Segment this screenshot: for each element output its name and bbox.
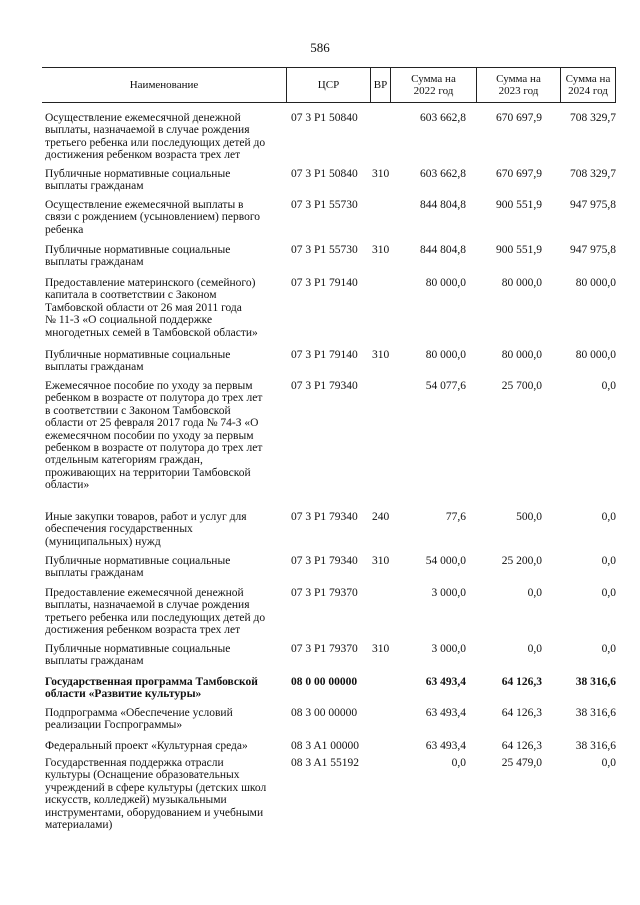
header-sum-2024: Сумма на 2024 год (560, 68, 616, 102)
cell-s24: 38 316,6 (575, 707, 616, 719)
cell-s24: 947 975,8 (570, 199, 616, 211)
cell-s24: 947 975,8 (570, 244, 616, 256)
cell-s24: 708 329,7 (570, 112, 616, 124)
cell-s23: 670 697,9 (496, 168, 542, 180)
cell-s22: 0,0 (451, 757, 466, 769)
cell-s23: 25 479,0 (501, 757, 542, 769)
cell-name: Подпрограмма «Обеспечение условий реализации Госпрограммы» (45, 707, 233, 732)
cell-vr: 310 (372, 643, 390, 655)
header-csr: ЦСР (286, 68, 370, 102)
cell-s22: 603 662,8 (420, 112, 466, 124)
cell-s22: 54 077,6 (425, 380, 466, 392)
cell-vr: 310 (372, 555, 390, 567)
cell-s22: 63 493,4 (425, 740, 466, 752)
cell-s22: 77,6 (445, 511, 466, 523)
cell-name: Осуществление ежемесячной выплаты в связи с рождением (усыновлением) первого ребенка (45, 199, 261, 236)
cell-vr: 240 (372, 511, 390, 523)
cell-s24: 0,0 (601, 757, 616, 769)
cell-s24: 0,0 (601, 555, 616, 567)
cell-s23: 25 200,0 (501, 555, 542, 567)
cell-s23: 900 551,9 (496, 199, 542, 211)
cell-s23: 25 700,0 (501, 380, 542, 392)
cell-s22: 3 000,0 (431, 587, 466, 599)
cell-csr: 08 3 00 00000 (291, 707, 358, 719)
cell-name: Федеральный проект «Культурная среда» (45, 740, 248, 752)
cell-s22: 54 000,0 (425, 555, 466, 567)
cell-s24: 80 000,0 (575, 349, 616, 361)
cell-vr: 310 (372, 168, 390, 180)
cell-csr: 08 3 A1 00000 (291, 740, 360, 752)
cell-s23: 64 126,3 (501, 707, 542, 719)
header-name: Наименование (129, 79, 199, 91)
table-header (42, 67, 616, 103)
cell-csr: 07 3 P1 79140 (291, 349, 358, 361)
cell-csr: 07 3 P1 79340 (291, 380, 358, 392)
cell-s24: 0,0 (601, 587, 616, 599)
cell-s22: 844 804,8 (420, 244, 466, 256)
cell-s22: 63 493,4 (425, 707, 466, 719)
cell-name: Осуществление ежемесячной денежной выплаты, назначаемой в случае рождения третьего ребенка или последующих детей до достижения ребенком возраста трех лет (45, 112, 266, 162)
cell-s22: 603 662,8 (420, 168, 466, 180)
cell-s23: 900 551,9 (496, 244, 542, 256)
cell-s24: 708 329,7 (570, 168, 616, 180)
cell-s23: 0,0 (527, 643, 542, 655)
cell-name: Публичные нормативные социальные выплаты гражданам (45, 643, 231, 668)
cell-s24: 0,0 (601, 380, 616, 392)
cell-csr: 07 3 P1 79370 (291, 587, 358, 599)
cell-name: Предоставление ежемесячной денежной выплаты, назначаемой в случае рождения третьего ребенка или последующих детей до достижения ребенком возраста трех лет (45, 587, 266, 637)
cell-csr: 07 3 P1 55730 (291, 199, 358, 211)
cell-name: Публичные нормативные социальные выплаты гражданам (45, 555, 231, 580)
cell-s22: 63 493,4 (425, 676, 466, 688)
cell-name: Публичные нормативные социальные выплаты гражданам (45, 244, 231, 269)
page-number: 586 (310, 40, 330, 55)
cell-name: Государственная поддержка отрасли культуры (Оснащение образовательных учреждений в сфере культуры (детских школ искусств, колледжей) музыкальными инструментами, оборудованием и учебными материалами) (45, 757, 267, 832)
cell-name: Предоставление материнского (семейного) капитала в соответствии с Законом Тамбовской области от 26 мая 2011 года № 11-З «О социальной поддержке многодетных семей в Тамбовской области» (45, 277, 258, 339)
cell-csr: 08 0 00 00000 (291, 676, 358, 688)
cell-vr: 310 (372, 244, 390, 256)
cell-csr: 07 3 P1 79340 (291, 555, 358, 567)
cell-s24: 80 000,0 (575, 277, 616, 289)
cell-name: Государственная программа Тамбовской области «Развитие культуры» (45, 676, 258, 701)
cell-s22: 3 000,0 (431, 643, 466, 655)
cell-csr: 07 3 P1 50840 (291, 168, 358, 180)
cell-csr: 07 3 P1 55730 (291, 244, 358, 256)
cell-csr: 07 3 P1 79340 (291, 511, 358, 523)
cell-s23: 500,0 (516, 511, 542, 523)
cell-s22: 80 000,0 (425, 349, 466, 361)
cell-name: Публичные нормативные социальные выплаты гражданам (45, 168, 231, 193)
cell-s23: 64 126,3 (501, 740, 542, 752)
cell-s23: 80 000,0 (501, 349, 542, 361)
cell-s23: 670 697,9 (496, 112, 542, 124)
cell-s24: 38 316,6 (575, 676, 616, 688)
cell-s23: 0,0 (527, 587, 542, 599)
cell-name: Иные закупки товаров, работ и услуг для обеспечения государственных (муниципальных) нужд (45, 511, 247, 548)
cell-name: Публичные нормативные социальные выплаты гражданам (45, 349, 231, 374)
cell-s24: 38 316,6 (575, 740, 616, 752)
header-sum-2023: Сумма на 2023 год (476, 68, 560, 102)
cell-s24: 0,0 (601, 643, 616, 655)
cell-s24: 0,0 (601, 511, 616, 523)
cell-csr: 08 3 A1 55192 (291, 757, 360, 769)
header-sum-2022: Сумма на 2022 год (390, 68, 476, 102)
header-vr: ВР (370, 68, 390, 102)
cell-s23: 64 126,3 (501, 676, 542, 688)
cell-vr: 310 (372, 349, 390, 361)
cell-s22: 844 804,8 (420, 199, 466, 211)
cell-s23: 80 000,0 (501, 277, 542, 289)
cell-csr: 07 3 P1 50840 (291, 112, 358, 124)
cell-csr: 07 3 P1 79140 (291, 277, 358, 289)
cell-csr: 07 3 P1 79370 (291, 643, 358, 655)
cell-name: Ежемесячное пособие по уходу за первым ребенком в возрасте от полутора до трех лет в соответствии с Законом Тамбовской области от 25 февраля 2017 года № 74-З «О ежемесячном пособии по уходу за первым ребенком в возрасте от полутора до трех лет отдельным категориям граждан, проживающих на территории Тамбовской области» (45, 380, 263, 492)
cell-s22: 80 000,0 (425, 277, 466, 289)
